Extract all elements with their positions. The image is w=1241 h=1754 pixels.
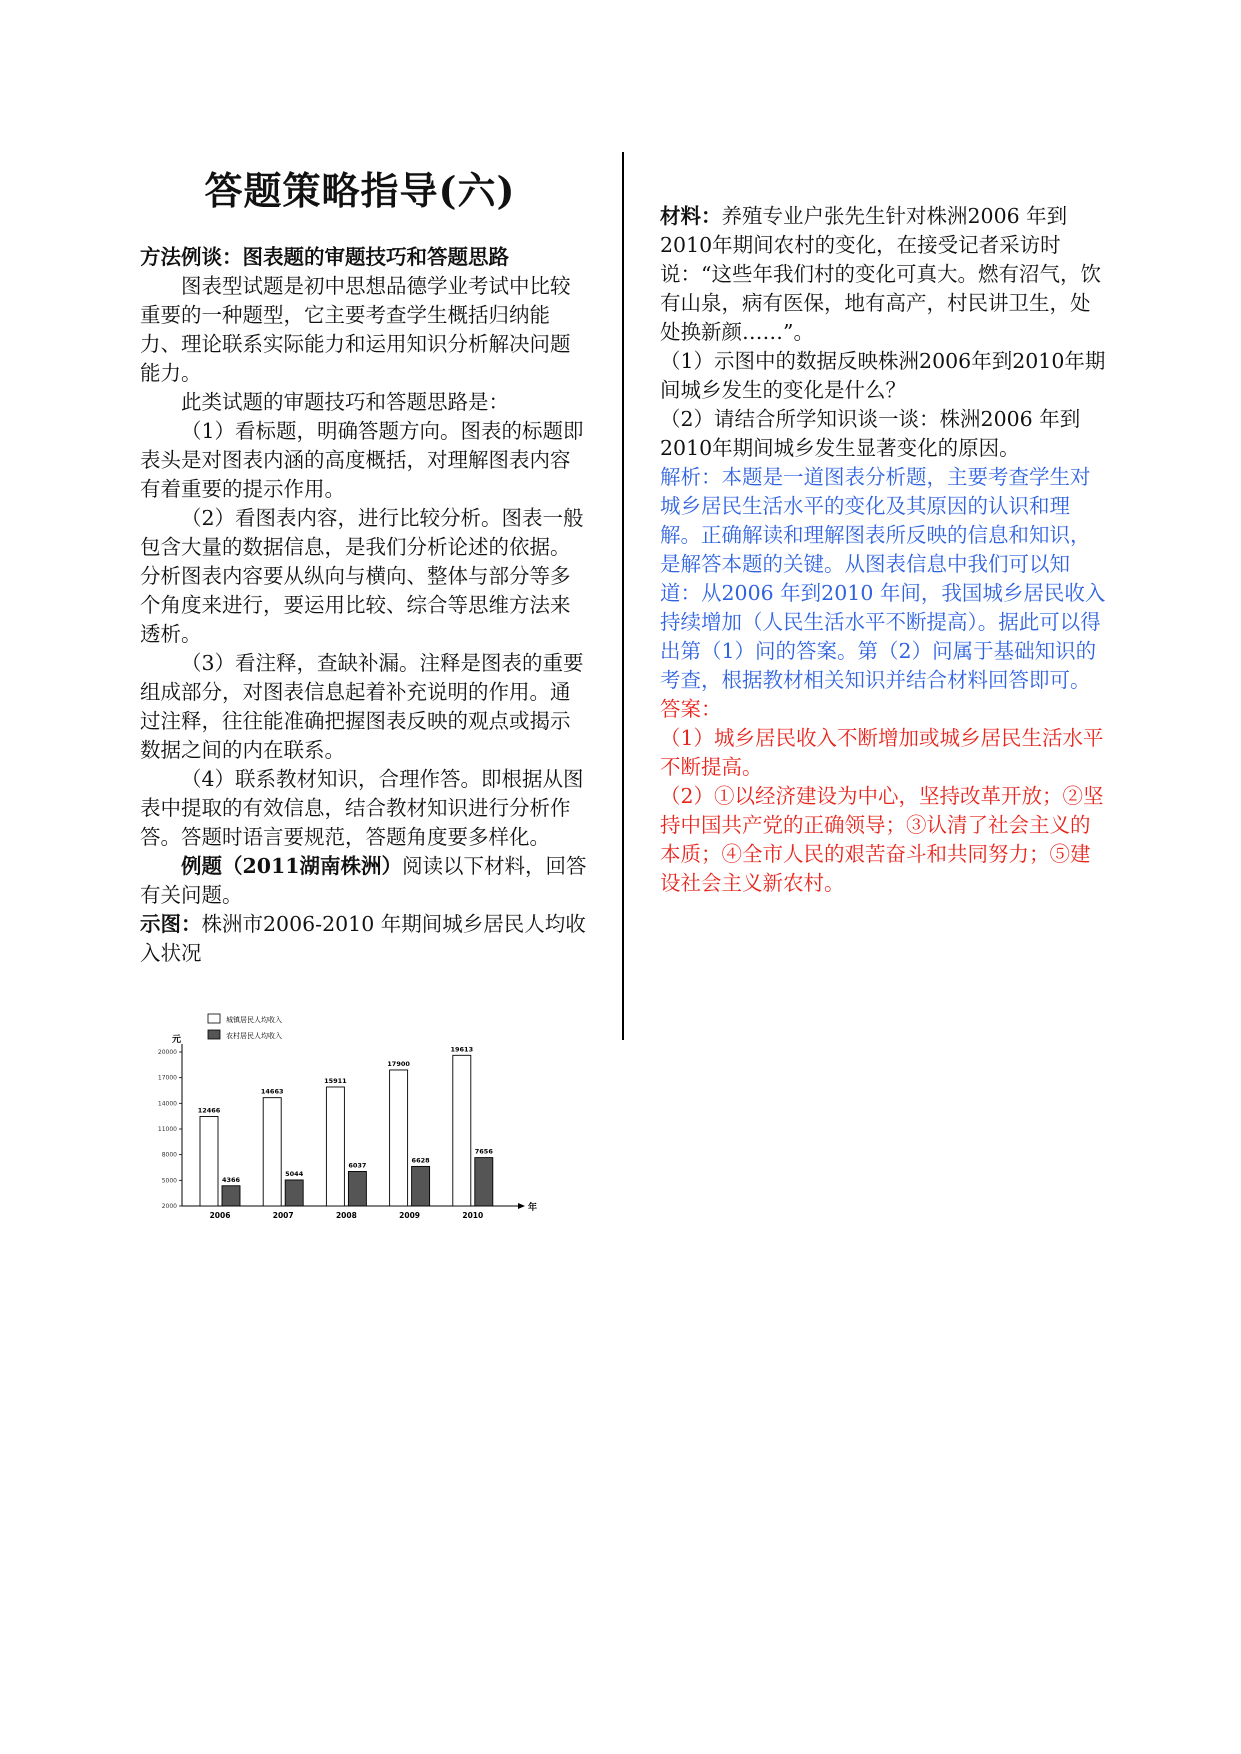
step-4-paragraph: （4）联系教材知识，合理作答。即根据从图表中提取的有效信息，结合教材知识进行分析作答。答题时语言要规范，答题角度要多样化。 xyxy=(140,767,584,849)
x-axis-label: 年 xyxy=(528,1203,538,1213)
left-column xyxy=(140,243,587,968)
answer-label: 答案： xyxy=(660,697,722,721)
x-tick-label: 2007 xyxy=(272,1211,294,1220)
analysis-paragraph: 解析：本题是一道图表分析题，主要考查学生对城乡居民生活水平的变化及其原因的认识和理解。正确解读和理解图表所反映的信息和知识，是解答本题的关键。从图表信息中我们可以知道：从2006 年到2010 年间，我国城乡居民收入持续增加（人民生活水平不断提高）。据此可以得出第（1）问的答案。第（2）问属于基础知识的考查，根据教材相关知识并结合材料回答即可。 xyxy=(660,465,1106,692)
thinking-lead: 此类试题的审题技巧和答题思路是： xyxy=(181,390,509,414)
bar-value-label: 12466 xyxy=(197,1106,221,1115)
answer-1: （1）城乡居民收入不断增加或城乡居民生活水平不断提高。 xyxy=(660,726,1104,779)
bar-value-label: 15911 xyxy=(324,1076,347,1085)
legend-label: 农村居民人均收入 xyxy=(226,1032,282,1040)
method-heading: 方法例谈：图表题的审题技巧和答题思路 xyxy=(140,245,509,269)
bar-value-label: 4366 xyxy=(221,1175,241,1184)
answer-2: （2）①以经济建设为中心，坚持改革开放；②坚持中国共产党的正确领导；③认清了社会主义的本质；④全市人民的艰苦奋斗和共同努力；⑤建设社会主义新农村。 xyxy=(660,784,1104,895)
y-tick-label: 2000 xyxy=(161,1203,177,1210)
y-tick-label: 11000 xyxy=(157,1126,177,1133)
bar-value-label: 6628 xyxy=(411,1156,430,1165)
rural-bar xyxy=(285,1180,303,1206)
rural-bar xyxy=(222,1186,240,1206)
step-3-paragraph: （3）看注释，查缺补漏。注释是图表的重要组成部分，对图表信息起着补充说明的作用。通过注释，往往能准确把握图表反映的观点或揭示数据之间的内在联系。 xyxy=(140,651,584,762)
example-paragraph xyxy=(140,852,587,910)
urban-bar xyxy=(200,1116,218,1206)
intro-paragraph: 图表型试题是初中思想品德学业考试中比较重要的一种题型，它主要考查学生概括归纳能力、理论联系实际能力和运用知识分析解决问题能力。 xyxy=(140,274,571,385)
legend-swatch xyxy=(208,1030,220,1039)
urban-bar xyxy=(453,1055,471,1206)
bar-value-label: 6037 xyxy=(348,1161,367,1170)
bar-value-label: 7656 xyxy=(474,1147,493,1156)
bar-value-label: 14663 xyxy=(260,1087,284,1096)
y-tick-label: 5000 xyxy=(161,1177,177,1185)
legend-label: 城镇居民人均收入 xyxy=(226,1016,282,1024)
y-axis-label: 元 xyxy=(172,1035,182,1045)
question-1: （1）示图中的数据反映株洲2006年到2010年期间城乡发生的变化是什么？ xyxy=(660,349,1106,402)
figure-text: 株洲市2006-2010 年期间城乡居民人均收入状况 xyxy=(140,912,586,965)
right-column xyxy=(660,202,1110,898)
y-tick-label: 20000 xyxy=(157,1049,177,1056)
material-text: 养殖专业户张先生针对株洲2006 年到2010年期间农村的变化，在接受记者采访时说：“这些年我们村的变化可真大。燃有沼气，饮有山泉，病有医保，地有高产，村民讲卫生，处处换新颜……”。 xyxy=(660,204,1101,344)
bar-value-label: 5044 xyxy=(285,1169,304,1178)
income-chart xyxy=(148,1010,568,1220)
material-paragraph xyxy=(660,202,1110,347)
column-divider xyxy=(622,152,624,1040)
x-axis-arrow xyxy=(518,1203,525,1209)
example-label: 例题（2011湖南株洲） xyxy=(181,854,403,878)
x-tick-label: 2009 xyxy=(399,1211,421,1220)
step-2-paragraph: （2）看图表内容，进行比较分析。图表一般包含大量的数据信息，是我们分析论述的依据。分析图表内容要从纵向与横向、整体与部分等多个角度来进行，要运用比较、综合等思维方法来透析。 xyxy=(140,506,584,646)
x-tick-label: 2006 xyxy=(209,1211,231,1220)
step-1-paragraph: （1）看标题，明确答题方向。图表的标题即表头是对图表内涵的高度概括，对理解图表内容有着重要的提示作用。 xyxy=(140,419,584,501)
income-bar-chart xyxy=(148,1010,568,1220)
bar-value-label: 17900 xyxy=(387,1059,410,1068)
urban-bar xyxy=(326,1087,344,1206)
question-2: （2）请结合所学知识谈一谈：株洲2006 年到2010年期间城乡发生显著变化的原因。 xyxy=(660,407,1081,460)
figure-label: 示图： xyxy=(140,912,202,936)
rural-bar xyxy=(348,1171,366,1206)
bar-value-label: 19613 xyxy=(450,1045,474,1054)
legend-swatch xyxy=(208,1014,220,1023)
y-tick-label: 8000 xyxy=(161,1151,177,1159)
material-label: 材料： xyxy=(660,204,722,228)
x-tick-label: 2010 xyxy=(462,1211,484,1220)
page-title: 答题策略指导(六) xyxy=(204,168,516,213)
example-text: 阅读以下材料，回答有关问题。 xyxy=(140,854,587,907)
figure-paragraph xyxy=(140,910,587,968)
rural-bar xyxy=(475,1158,493,1206)
x-tick-label: 2008 xyxy=(335,1211,357,1220)
urban-bar xyxy=(390,1070,408,1206)
rural-bar xyxy=(412,1166,430,1206)
urban-bar xyxy=(263,1098,281,1206)
y-tick-label: 17000 xyxy=(157,1074,177,1082)
y-tick-label: 14000 xyxy=(157,1100,177,1108)
